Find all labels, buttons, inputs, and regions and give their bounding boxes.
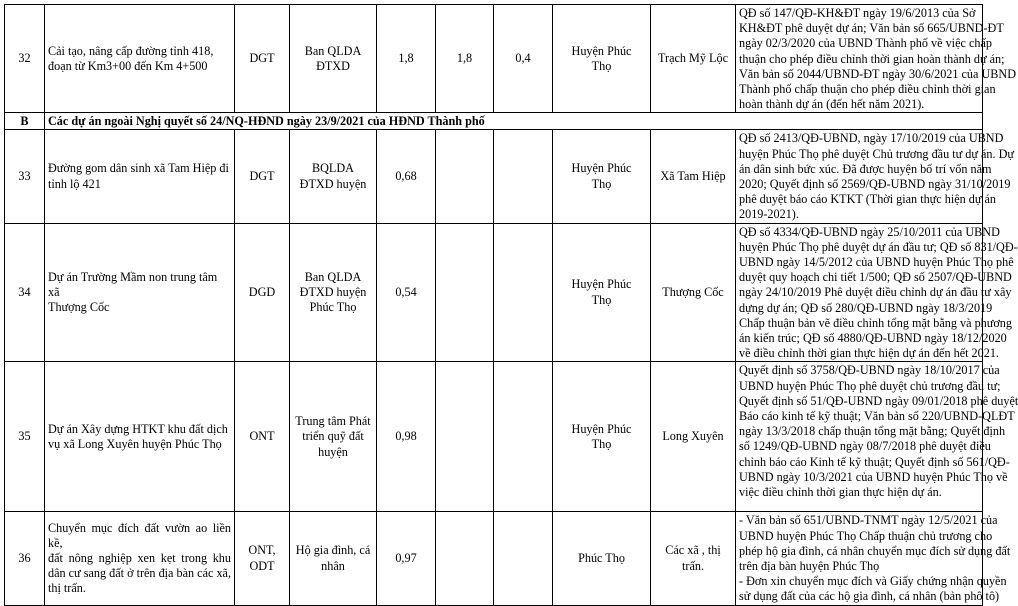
row-number — [5, 362, 45, 512]
legal-basis-notes-line: số 1249/QĐ-UBND ngày 08/7/2018 phê duyệt điều — [739, 439, 991, 454]
row-number-text: 33 — [18, 168, 31, 183]
table-row — [5, 512, 983, 605]
land-type-code-text: ONT, — [248, 543, 276, 558]
legal-basis-notes-line: ngày 02/3/2020 của UBND Thành phố về việc chấp — [739, 36, 992, 51]
commune — [651, 362, 736, 512]
land-type-code — [235, 5, 290, 113]
legal-basis-notes-line: trên địa bàn huyện Phúc Thọ — [739, 559, 880, 574]
legal-basis-notes-line: hoàn thành dự án (đến hết năm 2021). — [739, 97, 925, 112]
legal-basis-notes-line: 2019-2021). — [739, 207, 799, 222]
legal-basis-notes-line: KH&ĐT phê duyệt dự án; Văn bản số 665/UBND-ĐT — [739, 21, 1004, 36]
legal-basis-notes — [736, 223, 1018, 362]
land-type-code-text: ONT — [249, 429, 275, 444]
legal-basis-notes-line: - Văn bản số 651/UBND-TNMT ngày 12/5/2021 của — [739, 513, 998, 528]
legal-basis-notes-line: QĐ số 147/QĐ-KH&ĐT ngày 19/6/2013 của Sở — [739, 6, 976, 20]
legal-basis-notes-line: 2020; Quyết định số 2569/QĐ-UBND ngày 31/10/2019 — [739, 177, 1011, 192]
land-type-code — [235, 130, 290, 223]
area-col-3 — [494, 362, 553, 512]
district-line: Phúc Thọ — [578, 550, 625, 565]
district-line: Thọ — [591, 292, 612, 307]
district-line: Huyện Phúc — [571, 161, 632, 176]
project-name-line: Thượng Cốc — [48, 300, 110, 315]
legal-basis-notes-line: sử dụng đất của các hộ gia đình, cá nhân (bản phô tô) — [739, 589, 1000, 604]
area-col-2 — [436, 362, 494, 512]
legal-basis-notes — [736, 362, 1018, 512]
investor-line: Ban QLDA — [304, 269, 362, 284]
district — [553, 223, 651, 362]
commune — [651, 223, 736, 362]
legal-basis-notes-line: QĐ số 4334/QĐ-UBND ngày 25/10/2011 của UBND — [739, 224, 1000, 239]
project-name-line: đất nông nghiệp xen kẹt trong khu — [48, 550, 231, 565]
district-line: Huyện Phúc — [571, 43, 632, 58]
area-total-text: 0,97 — [395, 550, 417, 565]
investor — [290, 362, 377, 512]
legal-basis-notes-line: Thành phố chấp thuận cho phép điều chỉnh thời gian — [739, 82, 996, 97]
investor-line: Trung tâm Phát — [295, 414, 371, 429]
legal-basis-notes-line: về điều chỉnh thời gian thực hiện dự án đến hết 2021. — [739, 346, 999, 361]
land-type-code-text: DGT — [249, 168, 275, 183]
project-name — [45, 223, 235, 362]
project-name-line: đoạn từ Km3+00 đến Km 4+500 — [48, 58, 208, 73]
commune — [651, 512, 736, 605]
legal-basis-notes-line: UBND ngày 10/3/2021 của UBND huyện Phúc Thọ về — [739, 469, 1008, 484]
project-name — [45, 130, 235, 223]
legal-basis-notes — [736, 512, 1011, 605]
investor — [290, 512, 377, 605]
document-sheet — [4, 4, 1018, 606]
legal-basis-notes-line: thuận cho phép điều chỉnh thời gian hoàn thành dự án; — [739, 51, 1005, 66]
row-number — [5, 5, 45, 113]
section-header-row — [5, 113, 983, 130]
investor-line: ĐTXD — [316, 58, 350, 73]
district-line: Huyện Phúc — [571, 421, 632, 436]
legal-basis-notes-line: huyện Phúc Thọ phê duyệt Chủ trương đầu tư dự án. Dự — [739, 146, 1015, 161]
district — [553, 362, 651, 512]
investor-line: ĐTXD huyện — [299, 284, 367, 299]
legal-basis-notes-line: ngày 13/3/2018 chấp thuận tổng mặt bằng; Quyết định — [739, 424, 1006, 439]
area-col-3 — [494, 223, 553, 362]
legal-basis-notes — [736, 130, 1015, 223]
row-number-text: 35 — [18, 429, 31, 444]
area-col-3-text: 0,4 — [515, 51, 531, 66]
area-col-2-text: 1,8 — [456, 51, 473, 66]
area-total-text: 1,8 — [398, 51, 414, 66]
table-row — [5, 130, 983, 223]
project-name — [45, 362, 235, 512]
legal-basis-notes-line: dựng dự án; QĐ số 280/QĐ-UBND ngày 18/3/2019 — [739, 300, 993, 315]
commune-text: Long Xuyên — [662, 429, 724, 444]
legal-basis-notes-line: chỉnh báo cáo Kinh tế kỹ thuật; Quyết định số 561/QĐ- — [739, 454, 1010, 469]
district-line: Huyện Phúc — [571, 277, 632, 292]
project-name-line: Dự án Trường Mầm non trung tâm xã — [48, 269, 218, 299]
legal-basis-notes-line: Quyết định số 51/QĐ-UBND ngày 09/01/2018 phê duyệt — [739, 393, 1018, 408]
investor — [290, 130, 377, 223]
project-name-line: thị trấn. — [48, 581, 86, 596]
district — [553, 5, 651, 113]
area-total — [377, 130, 436, 223]
investor-line: ĐTXD huyện — [299, 176, 367, 191]
project-name-line: Chuyển mục đích đất vườn ao liền kề, — [48, 520, 231, 550]
area-col-2 — [436, 130, 494, 223]
project-name-line: Cải tạo, nâng cấp đường tỉnh 418, — [48, 43, 214, 58]
area-col-3 — [494, 512, 553, 605]
legal-basis-notes-line: Báo cáo kinh tế kỹ thuật; Văn bản số 220/UBND-QLĐT — [739, 409, 1015, 424]
land-use-projects-table — [4, 4, 1018, 606]
land-type-code — [235, 512, 290, 605]
investor-line: Hộ gia đình, cá — [295, 543, 371, 558]
investor-line: huyện — [318, 444, 348, 459]
land-type-code — [235, 362, 290, 512]
project-name-line: Dự án Xây dựng HTKT khu đất dịch — [48, 421, 228, 436]
area-total-text: 0,54 — [395, 284, 417, 299]
project-name-line: dân cư sang đất ở trên địa bàn các xã, — [48, 566, 231, 581]
land-type-code — [235, 223, 290, 362]
project-name — [45, 5, 235, 113]
investor — [290, 5, 377, 113]
area-total — [377, 223, 436, 362]
district — [553, 512, 651, 605]
legal-basis-notes-line: UBND huyện Phúc Thọ Chấp thuận chủ trương cho — [739, 528, 993, 543]
district-line: Thọ — [591, 436, 612, 451]
legal-basis-notes-line: án kiến trúc; QĐ số 4880/QĐ-UBND ngày 18/12/2020 — [739, 331, 1007, 346]
legal-basis-notes-line: - Đơn xin chuyển mục đích và Giấy chứng nhận quyền — [739, 574, 1007, 589]
district — [553, 130, 651, 223]
table-row — [5, 223, 983, 362]
legal-basis-notes-line: việc điều chỉnh thời gian thực hiện dự án. — [739, 485, 942, 500]
legal-basis-notes-line: Quyết định số 3758/QĐ-UBND ngày 18/10/2017 của — [739, 363, 1000, 378]
commune — [651, 130, 736, 223]
area-col-2 — [436, 512, 494, 605]
area-total — [377, 512, 436, 605]
legal-basis-notes-line: án dân sinh bức xúc. Đã được huyện bố trí vốn năm — [739, 161, 992, 176]
project-name — [45, 512, 235, 605]
area-total-text: 0,98 — [395, 429, 417, 444]
area-col-2 — [436, 223, 494, 362]
district-line: Thọ — [591, 58, 612, 73]
investor-line: Phúc Thọ — [309, 300, 357, 315]
row-number — [5, 223, 45, 362]
area-col-3 — [494, 5, 553, 113]
legal-basis-notes-line: phép hộ gia đình, cá nhân chuyển mục đích sử dụng đất — [739, 543, 1011, 558]
table-row — [5, 362, 983, 512]
commune-text: Trạch Mỹ Lộc — [658, 51, 728, 66]
row-number-text: 32 — [18, 51, 31, 66]
investor-line: nhân — [321, 558, 345, 573]
investor-line: BQLDA — [312, 161, 354, 176]
district-line: Thọ — [591, 176, 612, 191]
area-total — [377, 5, 436, 113]
area-total-text: 0,68 — [395, 168, 417, 183]
row-number — [5, 130, 45, 223]
investor — [290, 223, 377, 362]
investor-line: triển quỹ đất — [302, 429, 364, 444]
project-name-line: Đường gom dân sinh xã Tam Hiệp đi — [48, 161, 229, 176]
row-number — [5, 512, 45, 605]
land-type-code-text: DGD — [248, 284, 276, 299]
area-total — [377, 362, 436, 512]
legal-basis-notes-line: UBND ngày 14/5/2012 của UBND huyện Phúc Thọ phê — [739, 255, 1014, 270]
commune-text: Xã Tam Hiệp — [660, 168, 726, 183]
row-number-text: 36 — [18, 550, 31, 565]
legal-basis-notes-line: QĐ số 2413/QĐ-UBND, ngày 17/10/2019 của UBND — [739, 131, 1004, 146]
land-type-code-text: ODT — [249, 558, 275, 573]
legal-basis-notes-line: duyệt quy hoạch chi tiết 1/500; QĐ số 2507/QĐ-UBND — [739, 270, 1012, 285]
area-col-2 — [436, 5, 494, 113]
legal-basis-notes-line: ngày 24/10/2019 Phê duyệt điều chỉnh dự án đầu tư xây — [739, 285, 1012, 300]
legal-basis-notes-line: phê duyệt báo cáo KTKT (Thời gian thực hiện dự án — [739, 192, 997, 207]
legal-basis-notes-line: UBND huyện Phúc Thọ phê duyệt chủ trương đầu tư; — [739, 378, 1001, 393]
commune-text: Các xã , thị trấn. — [665, 543, 721, 573]
land-type-code-text: DGT — [249, 51, 275, 66]
project-name-line: tỉnh lộ 421 — [48, 176, 101, 191]
project-name-line: vụ xã Long Xuyên huyện Phúc Thọ — [48, 436, 222, 451]
row-number-text: 34 — [18, 284, 31, 299]
legal-basis-notes-line: Văn bản số 2044/UBND-ĐT ngày 30/6/2021 của UBND — [739, 66, 1017, 81]
legal-basis-notes-line: Chấp thuận bản vẽ điều chỉnh tổng mặt bằng và phương — [739, 315, 1012, 330]
table-row — [5, 5, 983, 113]
investor-line: Ban QLDA — [304, 43, 362, 58]
section-title: Các dự án ngoài Nghị quyết số 24/NQ-HĐND ngày 23/9/2021 của HĐND Thành phố — [45, 113, 983, 130]
legal-basis-notes — [736, 5, 1017, 113]
commune — [651, 5, 736, 113]
legal-basis-notes-line: huyện Phúc Thọ phê duyệt dự án đầu tư; QĐ số 831/QĐ- — [739, 239, 1018, 254]
area-col-3 — [494, 130, 553, 223]
commune-text: Thượng Cốc — [662, 284, 724, 299]
section-letter: B — [5, 113, 45, 130]
